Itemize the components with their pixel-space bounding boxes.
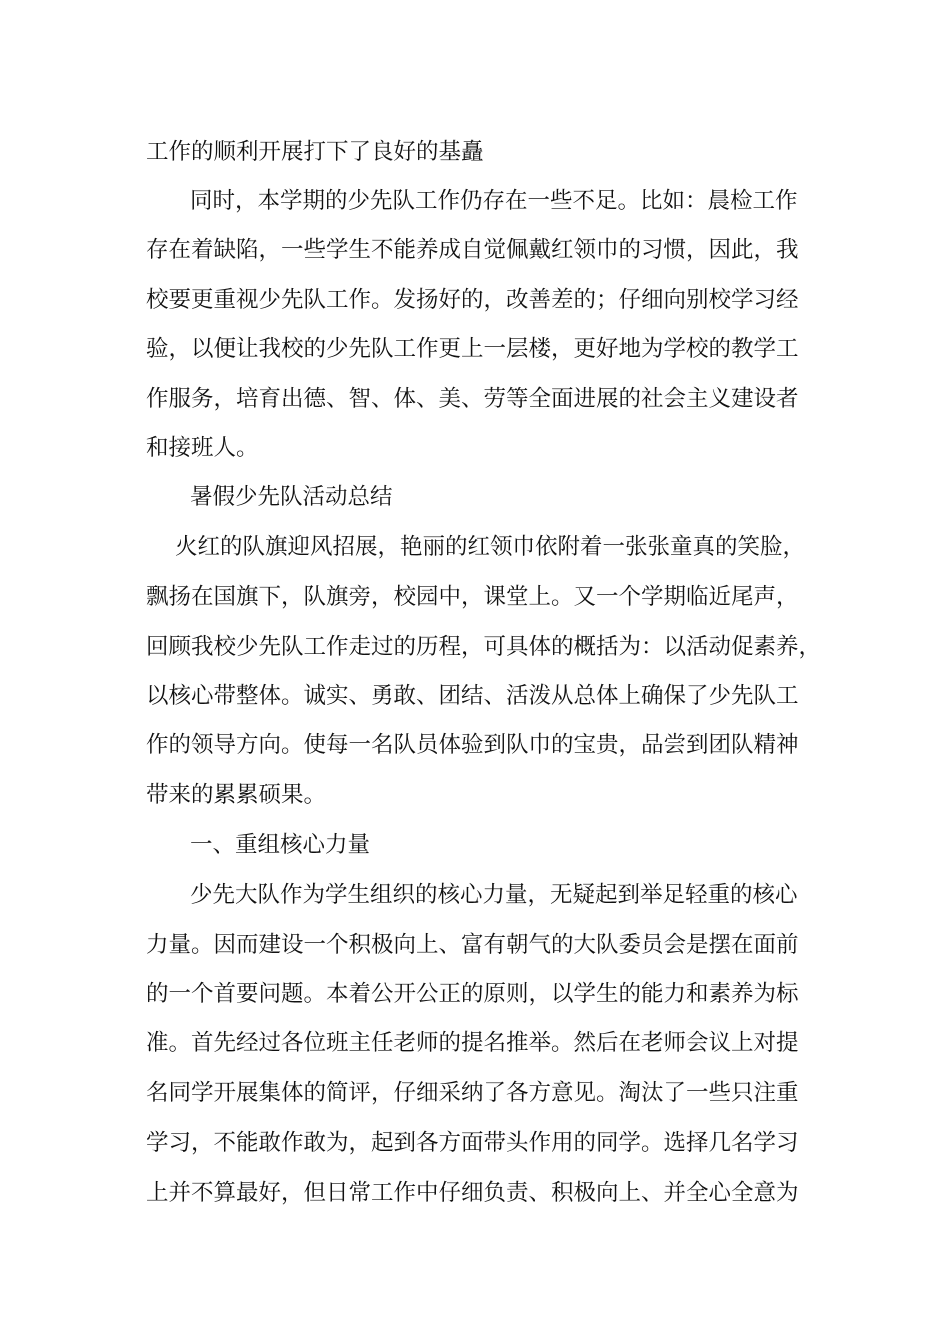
text-line: 回顾我校少先队工作走过的历程，可具体的概括为：以活动促素养， — [146, 634, 822, 660]
text-line: 准。首先经过各位班主任老师的提名推举。然后在老师会议上对提 — [146, 1030, 799, 1056]
text-line: 工作的顺利开展打下了良好的基矗 — [146, 139, 484, 165]
text-line: 上并不算最好，但日常工作中仔细负责、积极向上、并全心全意为 — [146, 1180, 799, 1206]
text-line: 存在着缺陷，一些学生不能养成自觉佩戴红领巾的习惯，因此，我 — [146, 237, 799, 263]
text-line: 飘扬在国旗下，队旗旁，校园中，课堂上。又一个学期临近尾声， — [146, 584, 799, 610]
paragraph-first-line: 同时，本学期的少先队工作仍存在一些不足。比如：晨检工作 — [190, 188, 798, 214]
text-line: 和接班人。 — [146, 435, 259, 461]
text-line: 作的领导方向。使每一名队员体验到队巾的宝贵，品尝到团队精神 — [146, 732, 799, 758]
text-line: 的一个首要问题。本着公开公正的原则，以学生的能力和素养为标 — [146, 981, 799, 1007]
text-line: 带来的累累硕果。 — [146, 782, 327, 808]
paragraph-first-line: 火红的队旗迎风招展，艳丽的红领巾依附着一张张童真的笑脸， — [175, 534, 806, 560]
text-line: 验，以便让我校的少先队工作更上一层楼，更好地为学校的教学工 — [146, 336, 799, 362]
text-line: 校要更重视少先队工作。发扬好的，改善差的；仔细向别校学习经 — [146, 287, 799, 313]
section-heading: 一、重组核心力量 — [190, 832, 371, 858]
text-line: 学习，不能敢作敢为，起到各方面带头作用的同学。选择几名学习 — [146, 1130, 799, 1156]
section-title: 暑假少先队活动总结 — [190, 484, 393, 510]
paragraph-first-line: 少先大队作为学生组织的核心力量，无疑起到举足轻重的核心 — [190, 882, 798, 908]
text-line: 以核心带整体。诚实、勇敢、团结、活泼从总体上确保了少先队工 — [146, 683, 799, 709]
text-line: 名同学开展集体的简评，仔细采纳了各方意见。淘汰了一些只注重 — [146, 1080, 799, 1106]
text-line: 作服务，培育出德、智、体、美、劳等全面进展的社会主义建设者 — [146, 386, 799, 412]
text-line: 力量。因而建设一个积极向上、富有朝气的大队委员会是摆在面前 — [146, 932, 799, 958]
